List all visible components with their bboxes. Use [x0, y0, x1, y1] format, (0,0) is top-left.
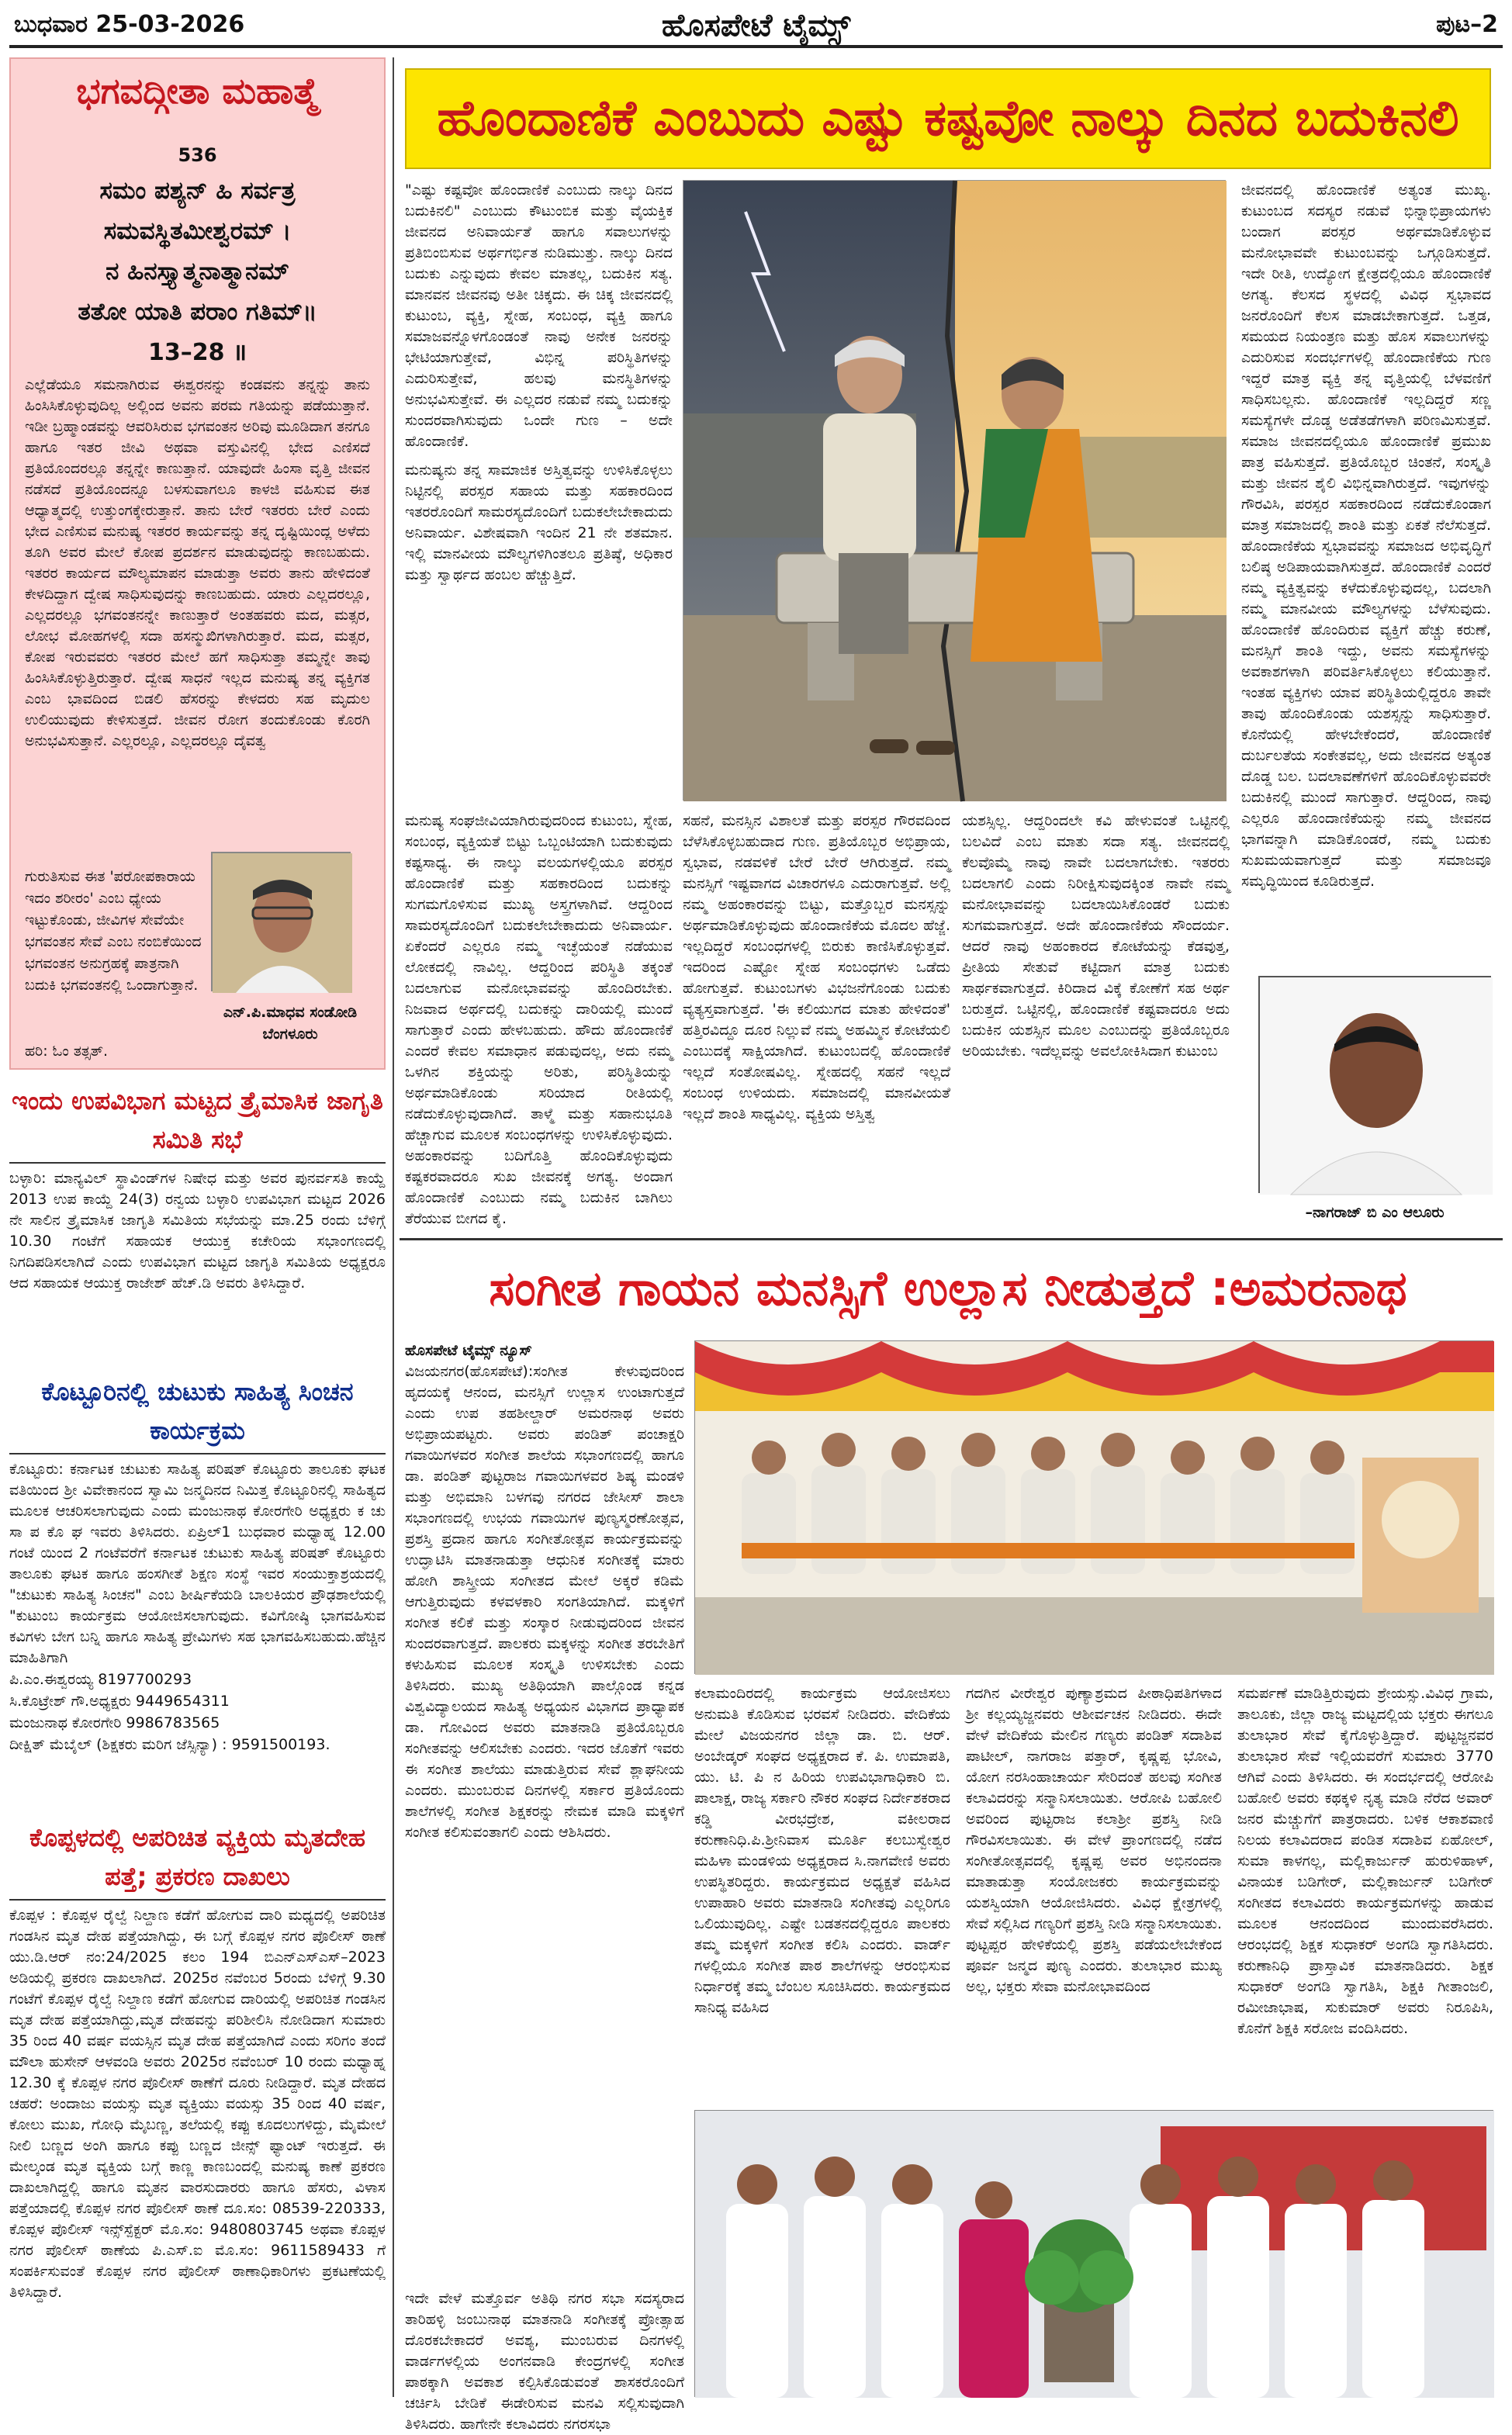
article1-photo: [683, 180, 1226, 801]
article2-photo-group: [694, 1340, 1493, 1674]
news-body: ಬಳ್ಳಾರಿ: ಮಾನ್ಯವಿಲ್ ಸ್ಥಾವಿಂಡ್‌ಗಳ ನಿಷೇಧ ಮತ್ತು ಅವರ ಪುನರ್ವಸತಿ ಕಾಯ್ದೆ 2013 ಉಪ ಕಾಯ್ದೆ 24(3) ರನ್ವಯ ಬಳ್ಳಾರಿ ಉಪವಿಭಾಗ ಮಟ್ಟದ 2026 ನೇ ಸಾಲಿನ ತ್ರೈಮಾಸಿಕ ಜಾಗೃತಿ ಸಮಿತಿಯ ಸಭೆಯನ್ನು ಮಾ.25 ರಂದು ಬೆಳಿಗ್ಗೆ 10.30 ಗಂಟೆಗೆ ಸಹಾಯಕ ಆಯುಕ್ತ ಕಚೇರಿಯ ಸಭಾಂಗಣದಲ್ಲಿ ನಿಗದಿಪಡಿಸಲಾಗಿದೆ ಎಂದು ಉಪವಿಭಾಗ ಮಟ್ಟದ ಜಾಗೃತಿ ಸಮಿತಿಯ ಅಧ್ಯಕ್ಷರೂ ಆದ ಸಹಾಯಕ ಆಯುಕ್ತ ರಾಜೇಶ್ ಹೆಚ್.ಡಿ ಅವರು ತಿಳಿಸಿದ್ದಾರೆ.: [9, 1170, 386, 1292]
article1-col1: [405, 180, 673, 586]
author-photo: [211, 852, 351, 991]
news-item: [9, 1818, 386, 2303]
issue-date: ಬುಧವಾರ 25-03-2026: [14, 11, 245, 38]
newspaper-title: ಹೊಸಪೇಟೆ ಟೈಮ್ಸ್: [661, 8, 851, 43]
article1-text: ಸಹನೆ, ಮನಸ್ಸಿನ ವಿಶಾಲತೆ ಮತ್ತು ಪರಸ್ಪರ ಗೌರವದಿಂದ ಬೆಳೆಸಿಕೊಳ್ಳಬಹುದಾದ ಗುಣ. ಪ್ರತಿಯೊಬ್ಬರ ಅಭಿಪ್ರಾಯ, ಸ್ವಭಾವ, ನಡವಳಿಕೆ ಬೇರೆ ಬೇರೆ ಆಗಿರುತ್ತದೆ. ನಮ್ಮ ಮನಸ್ಸಿಗೆ ಇಷ್ಟವಾಗದ ವಿಚಾರಗಳೂ ಎದುರಾಗುತ್ತವೆ. ಅಲ್ಲಿ ನಮ್ಮ ಅಹಂಕಾರವನ್ನು ಬಿಟ್ಟು, ಮತ್ತೊಬ್ಬರ ಮನಸ್ಸನ್ನು ಅರ್ಥಮಾಡಿಕೊಳ್ಳುವುದು ಹೊಂದಾಣಿಕೆಯ ಮೊದಲ ಹೆಜ್ಜೆ. ಇಲ್ಲದಿದ್ದರೆ ಸಂಬಂಧಗಳಲ್ಲಿ ಬಿರುಕು ಕಾಣಿಸಿಕೊಳ್ಳುತ್ತವೆ. ಇದರಿಂದ ಎಷ್ಟೋ ಸ್ನೇಹ ಸಂಬಂಧಗಳು ಒಡೆದು ಹೋಗುತ್ತವೆ. ಕುಟುಂಬಗಳು ವಿಭಜನೆಗೊಂಡು ಬದುಕು ವ್ಯತ್ಯಸ್ತವಾಗುತ್ತದೆ. 'ಈ ಕಲಿಯುಗದ ಮಾತು ಹೇಳಿದಂತೆ' ಹತ್ತಿರವಿದ್ದೂ ದೂರ ನಿಲ್ಲುವೆ ನಮ್ಮ ಅಹಮ್ಮಿನ ಕೋಟೆಯಲಿ ಎಂಬುದಕ್ಕೆ ಸಾಕ್ಷಿಯಾಗಿದೆ. ಕುಟುಂಬದಲ್ಲಿ ಹೊಂದಾಣಿಕೆ ಇಲ್ಲದೆ ಸಂತೋಷವಿಲ್ಲ. ಸ್ನೇಹದಲ್ಲಿ ಸಹನೆ ಇಲ್ಲದೆ ಸಂಬಂಧ ಉಳಿಯದು. ಸಮಾಜದಲ್ಲಿ ಮಾನವೀಯತೆ ಇಲ್ಲದೆ ಶಾಂತಿ ಸಾಧ್ಯವಿಲ್ಲ. ವ್ಯಕ್ತಿಯ ಅಸ್ತಿತ್ವ: [683, 812, 950, 1122]
masthead: [9, 8, 1503, 48]
article2-col3: [966, 1683, 1222, 1997]
article1-text: ಜೀವನದಲ್ಲಿ ಹೊಂದಾಣಿಕೆ ಅತ್ಯಂತ ಮುಖ್ಯ. ಕುಟುಂಬದ ಸದಸ್ಯರ ನಡುವೆ ಭಿನ್ನಾಭಿಪ್ರಾಯಗಳು ಬಂದಾಗ ಪರಸ್ಪರ ಅರ್ಥಮಾಡಿಕೊಳ್ಳುವ ಮನೋಭಾವವೇ ಕುಟುಂಬವನ್ನು ಒಗ್ಗೂಡಿಸುತ್ತದೆ. ಇದೇ ರೀತಿ, ಉದ್ಯೋಗ ಕ್ಷೇತ್ರದಲ್ಲಿಯೂ ಹೊಂದಾಣಿಕೆ ಅಗತ್ಯ. ಕೆಲಸದ ಸ್ಥಳದಲ್ಲಿ ವಿವಿಧ ಸ್ವಭಾವದ ಜನರೊಂದಿಗೆ ಕೆಲಸ ಮಾಡಬೇಕಾಗುತ್ತದೆ. ಒತ್ತಡ, ಸಮಯದ ನಿಯಂತ್ರಣ ಮತ್ತು ಹೊಸ ಸವಾಲುಗಳನ್ನು ಎದುರಿಸುವ ಸಂದರ್ಭಗಳಲ್ಲಿ ಹೊಂದಾಣಿಕೆಯ ಗುಣ ಇದ್ದರೆ ಮಾತ್ರ ವ್ಯಕ್ತಿ ತನ್ನ ವೃತ್ತಿಯಲ್ಲಿ ಬೆಳವಣಿಗೆ ಸಾಧಿಸಬಲ್ಲನು. ಹೊಂದಾಣಿಕೆ ಇಲ್ಲದಿದ್ದರೆ ಸಣ್ಣ ಸಮಸ್ಯೆಗಳೇ ದೊಡ್ಡ ಅಡೆತಡೆಗಳಾಗಿ ಪರಿಣಮಿಸುತ್ತವೆ. ಸಮಾಜ ಜೀವನದಲ್ಲಿಯೂ ಹೊಂದಾಣಿಕೆ ಪ್ರಮುಖ ಪಾತ್ರ ವಹಿಸುತ್ತದೆ. ಪ್ರತಿಯೊಬ್ಬರ ಚಿಂತನೆ, ಸಂಸ್ಕೃತಿ ಮತ್ತು ಜೀವನ ಶೈಲಿ ವಿಭಿನ್ನವಾಗಿರುತ್ತದೆ. ಇವುಗಳನ್ನು ಗೌರವಿಸಿ, ಪರಸ್ಪರ ಸಹಕಾರದಿಂದ ನಡೆದುಕೊಂಡಾಗ ಮಾತ್ರ ಸಮಾಜದಲ್ಲಿ ಶಾಂತಿ ಮತ್ತು ಏಕತೆ ನೆಲೆಸುತ್ತದೆ. ಹೊಂದಾಣಿಕೆಯ ಸ್ವಭಾವವನ್ನು ಸಮಾಜದ ಅಭಿವೃದ್ಧಿಗೆ ಬಲಿಷ್ಠ ಅಡಿಪಾಯವಾಗಿಸುತ್ತದೆ. ಹೊಂದಾಣಿಕೆ ಎಂದರೆ ನಮ್ಮ ವ್ಯಕ್ತಿತ್ವವನ್ನು ಕಳೆದುಕೊಳ್ಳುವುದಲ್ಲ, ಬದಲಾಗಿ ನಮ್ಮ ಮಾನವೀಯ ಮೌಲ್ಯಗಳನ್ನು ಬೆಳೆಸುವುದು. ಹೊಂದಾಣಿಕೆ ಹೊಂದಿರುವ ವ್ಯಕ್ತಿಗೆ ಹೆಚ್ಚು ಕರುಣೆ, ಮನಸ್ಸಿಗೆ ಶಾಂತಿ ಇದ್ದು, ಅವನು ಸಮಸ್ಯೆಗಳನ್ನು ಅವಕಾಶಗಳಾಗಿ ಪರಿವರ್ತಿಸಿಕೊಳ್ಳಲು ಕಲಿಯುತ್ತಾನೆ. ಇಂತಹ ವ್ಯಕ್ತಿಗಳು ಯಾವ ಪರಿಸ್ಥಿತಿಯಲ್ಲಿದ್ದರೂ ತಾವೇ ತಾವು ಹೊಂದಿಕೊಂಡು ಯಶಸ್ಸನ್ನು ಸಾಧಿಸುತ್ತಾರೆ. ಕೊನೆಯಲ್ಲಿ ಹೇಳಬೇಕೆಂದರೆ, ಹೊಂದಾಣಿಕೆ ದುರ್ಬಲತೆಯ ಸಂಕೇತವಲ್ಲ, ಅದು ಜೀವನದ ಅತ್ಯಂತ ದೊಡ್ಡ ಬಲ. ಬದಲಾವಣೆಗಳಿಗೆ ಹೊಂದಿಕೊಳ್ಳುವವರೇ ಬದುಕಿನಲ್ಲಿ ಮುಂದೆ ಸಾಗುತ್ತಾರೆ. ಆದ್ದರಿಂದ, ನಾವು ಎಲ್ಲರೂ ಹೊಂದಾಣಿಕೆಯನ್ನು ನಮ್ಮ ಜೀವನದ ಭಾಗವನ್ನಾಗಿ ಮಾಡಿಕೊಂಡರೆ, ನಮ್ಮ ಬದುಕು ಸುಖಮಯವಾಗುತ್ತದೆ ಮತ್ತು ಸಮಾಜವೂ ಸಮೃದ್ಧಿಯಿಂದ ಕೂಡಿರುತ್ತದೆ.: [1241, 182, 1491, 890]
section-separator: [400, 1238, 1503, 1240]
plant-ceremony-image: [695, 2111, 1494, 2398]
verse-line: ತತೋ ಯಾತಿ ಪರಾಂ ಗತಿಮ್॥: [78, 298, 317, 326]
article1-headline: ಹೊಂದಾಣಿಕೆ ಎಂಬುದು ಎಷ್ಟು ಕಷ್ಟವೋ ನಾಲ್ಕು ದಿನದ ಬದುಕಿನಲಿ: [437, 90, 1459, 147]
contact-list: [9, 1669, 386, 1755]
article2-text: ಸಮರ್ಪಣೆ ಮಾಡಿತ್ತಿರುವುದು ಶ್ರೇಯಸ್ಸು.ವಿವಿಧ ಗ್ರಾಮ, ತಾಲೂಕು, ಜಿಲ್ಲಾ ರಾಜ್ಯ ಮಟ್ಟದಲ್ಲಿಯ ಭಕ್ತರು ಈಗಲೂ ತುಲಾಭಾರ ಸೇವೆ ಕೈಗೊಳ್ಳುತ್ತಿದ್ದಾರೆ. ಪುಟ್ಟಜ್ಜನವರ ತುಲಾಭಾರ ಸೇವೆ ಇಲ್ಲಿಯವರೆಗೆ ಸುಮಾರು 3770 ಆಗಿವೆ ಎಂದು ತಿಳಿಸಿದರು. ಈ ಸಂದರ್ಭದಲ್ಲಿ ಆರೋಪಿ ಬಹೋಲಿ ಅವರು ಕಥಕ್ಕಳಿ ನೃತ್ಯ ಮಾಡಿ ನೆರೆದ ಅವಾರ್ ಜನರ ಮೆಚ್ಚುಗೆಗೆ ಪಾತ್ರರಾದರು. ಬಳಿಕ ಆಕಾಶವಾಣಿ ನಿಲಯ ಕಲಾವಿದರಾದ ಪಂಡಿತ ಸದಾಶಿವ ಏಹೋಲ್, ಸುಮಾ ಕಾಳಗಲ್ಲ, ಮಲ್ಲಿಕಾರ್ಜುನ್ ಹುರುಳಿಹಾಳ್, ವಿನಾಯಕ ಬಡಿಗೇರ್, ಮಲ್ಲಿಕಾರ್ಜುನ್ ಬಡಿಗೇರ್ ಸಂಗೀತದ ಕಲಾವಿದರು ಕಾರ್ಯಕ್ರಮಗಳನ್ನು ಹಾಡುವ ಮೂಲಕ ಆನಂದದಿಂದ ಮುಂದುವರೆಸಿದರು. ಆರಂಭದಲ್ಲಿ ಶಿಕ್ಷಕ ಸುಧಾಕರ್ ಅಂಗಡಿ ಸ್ವಾಗತಿಸಿದರು. ಕರುಣಾನಿಧಿ ಪ್ರಾಸ್ತಾವಿಕ ಮಾತನಾಡಿದರು. ಶಿಕ್ಷಕ ಸುಧಾಕರ್ ಅಂಗಡಿ ಸ್ವಾಗತಿಸಿ, ಶಿಕ್ಷಕಿ ಗೀತಾಂಜಲಿ, ರಮೀಜಾಭಾಷ, ಸುಕುಮಾರ್ ಅವರು ನಿರೂಪಿಸಿ, ಕೊನೆಗೆ ಶಿಕ್ಷಕಿ ಸರೋಜ ವಂದಿಸಿದರು.: [1237, 1685, 1493, 2037]
article2-byline: ಹೊಸಪೇಟೆ ಟೈಮ್ಸ್ ನ್ಯೂಸ್: [405, 1342, 532, 1359]
news-headline: ಕೊಪ್ಪಳದಲ್ಲಿ ಅಪರಿಚಿತ ವ್ಯಕ್ತಿಯ ಮೃತದೇಹ ಪತ್ತೆ; ಪ್ರಕರಣ ದಾಖಲು: [9, 1818, 386, 1901]
article1-col2: [683, 811, 950, 1125]
article2-text: ಗದಗಿನ ವೀರೇಶ್ವರ ಪುಣ್ಯಾಶ್ರಮದ ಪೀಠಾಧಿಪತಿಗಳಾದ ಶ್ರೀ ಕಲ್ಲಯ್ಯಜ್ಜನವರು ಆಶೀರ್ವಚನ ನೀಡಿದರು. ಈದೇ ವೇಳೆ ವೇದಿಕೆಯ ಮೇಲಿನ ಗಣ್ಯರು ಪಂಡಿತ್ ಸದಾಶಿವ ಪಾಟೀಲ್, ನಾಗರಾಜ ಪತ್ತಾರ್, ಕೃಷ್ಣಪ್ಪ ಭೋವಿ, ಯೋಗ ನರಸಿಂಹಾಚಾರ್ಯ ಸೇರಿದಂತೆ ಹಲವು ಸಂಗೀತ ಕಲಾವಿದರನ್ನು ಸನ್ಮಾನಿಸಲಾಯಿತು. ಆರೋಪಿ ಬಹೋಲಿ ಅವರಿಂದ ಪುಟ್ಟರಾಜ ಕಲಾಶ್ರೀ ಪ್ರಶಸ್ತಿ ನೀಡಿ ಗೌರವಿಸಲಾಯಿತು. ಈ ವೇಳೆ ಪ್ರಾಂಗಣದಲ್ಲಿ ನಡೆದ ಸಂಗೀತೋತ್ಸವದಲ್ಲಿ ಕೃಷ್ಣಪ್ಪ ಅವರ ಅಭಿನಂದನಾ ಮಾತಾಡುತ್ತಾ ಸಂಯೋಜಕರು ಕಾರ್ಯಕ್ರಮವನ್ನು ಯಶಸ್ವಿಯಾಗಿ ಆಯೋಜಿಸಿದರು. ವಿವಿಧ ಕ್ಷೇತ್ರಗಳಲ್ಲಿ ಸೇವೆ ಸಲ್ಲಿಸಿದ ಗಣ್ಯರಿಗೆ ಪ್ರಶಸ್ತಿ ನೀಡಿ ಸನ್ಮಾನಿಸಲಾಯಿತು. ಪುಟ್ಟಪ್ಪರ ಹೇಳಿಕೆಯಲ್ಲಿ ಪ್ರಶಸ್ತಿ ಪಡೆಯಲೇಬೇಕೆಂದ ಪೂರ್ವ ಜನ್ಮದ ಪುಣ್ಯ ಎಂದರು. ತುಲಾಭಾರ ಮುಖ್ಯ ಅಲ್ಲ, ಭಕ್ತರು ಸೇವಾ ಮನೋಭಾವದಿಂದ: [966, 1685, 1222, 1995]
news-item: [9, 1372, 386, 1755]
gita-reference: 13–28 ॥: [148, 339, 247, 366]
article2-col1-lower: [405, 2288, 684, 2435]
page-number: ಪುಟ–2: [1436, 11, 1498, 38]
author-portrait-icon: [1260, 977, 1493, 1195]
news-headline: ಇಂದು ಉಪವಿಭಾಗ ಮಟ್ಟದ ತ್ರೈಮಾಸಿಕ ಜಾಗೃತಿ ಸಮಿತಿ ಸಭೆ: [9, 1081, 386, 1164]
article1-text: ಯಶಸ್ಸಿಲ್ಲ. ಆದ್ದರಿಂದಲೇ ಕವಿ ಹೇಳುವಂತೆ ಒಟ್ಟಿನಲ್ಲಿ ಬಲವಿದೆ ಎಂಬ ಮಾತು ಸದಾ ಸತ್ಯ. ಜೀವನದಲ್ಲಿ ಕೆಲವೊಮ್ಮೆ ನಾವು ನಾವೇ ಬದಲಾಗಬೇಕು. ಇತರರು ಬದಲಾಗಲಿ ಎಂದು ನಿರೀಕ್ಷಿಸುವುದಕ್ಕಿಂತ ನಾವೇ ನಮ್ಮ ಮನೋಭಾವವನ್ನು ಬದಲಾಯಿಸಿಕೊಂಡರೆ ಬದುಕು ಸುಗಮವಾಗುತ್ತದೆ. ಅದೇ ಹೊಂದಾಣಿಕೆಯ ಸೌಂದರ್ಯ. ಆದರೆ ನಾವು ಅಹಂಕಾರದ ಕೋಟೆಯನ್ನು ಕೆಡವುತ್ತ, ಪ್ರೀತಿಯ ಸೇತುವೆ ಕಟ್ಟಿದಾಗ ಮಾತ್ರ ಬದುಕು ಸಾರ್ಥಕವಾಗುತ್ತದೆ. ಕಿರಿದಾದ ವಿಕ್ಕೆ ಕೋಣೆಗೆ ಸಹ ಅರ್ಥ ಬರುತ್ತದೆ. ಒಟ್ಟಿನಲ್ಲಿ, ಹೊಂದಾಣಿಕೆ ಕಷ್ಟವಾದರೂ ಅದು ಬದುಕಿನ ಯಶಸ್ಸಿನ ಮೂಲ ಎಂಬುದನ್ನು ಪ್ರತಿಯೊಬ್ಬರೂ ಅರಿಯಬೇಕು. ಇದೆಲ್ಲವನ್ನು ಅವಲೋಕಿಸಿದಾಗ ಕುಟುಂಬ: [962, 812, 1230, 1060]
article1-col3: [962, 811, 1230, 1062]
news-body: ಕೊಟ್ಟೂರು: ಕರ್ನಾಟಕ ಚುಟುಕು ಸಾಹಿತ್ಯ ಪರಿಷತ್ ಕೊಟ್ಟೂರು ತಾಲೂಕು ಘಟಕ ವತಿಯಿಂದ ಶ್ರೀ ವಿವೇಕಾನಂದ ಸ್ವಾಮಿ ಜನ್ಮದಿನದ ನಿಮಿತ್ತ ಕೊಟ್ಟೂರಿನಲ್ಲಿ ಸಾಹಿತ್ಯದ ಮೂಲಕ ಆಚರಿಸಲಾಗುವುದು ಎಂದು ಮಂಜುನಾಥ ಕೋರಗೇರಿ ಅಧ್ಯಕ್ಷರು ಕ ಚು ಸಾ ಪ ಕೊ ಘ ಇವರು ತಿಳಿಸಿದರು. ಏಪ್ರಿಲ್1 ಬುಧವಾರ ಮಧ್ಯಾಹ್ನ 12.00 ಗಂಟೆ ಯಿಂದ 2 ಗಂಟೆವರೆಗೆ ಕರ್ನಾಟಕ ಚುಟುಕು ಸಾಹಿತ್ಯ ಪರಿಷತ್ ಕೊಟ್ಟೂರು ತಾಲೂಕು ಘಟಕ ಹಾಗೂ ಹಂಸಗೀತೆ ಶಿಕ್ಷಣ ಸಂಸ್ಥೆ ಇವರ ಸಂಯುಕ್ತಾಶ್ರಯದಲ್ಲಿ "ಚುಟುಕು ಸಾಹಿತ್ಯ ಸಿಂಚನ" ಎಂಬ ಶೀರ್ಷಿಕೆಯಡಿ ಬಾಲಕಿಯರ ಪ್ರೌಢಶಾಲೆಯಲ್ಲಿ "ಕುಟುಂಬ ಕಾರ್ಯಕ್ರಮ ಆಯೋಜಿಸಲಾಗುವುದು. ಕವಿಗೋಷ್ಠಿ ಭಾಗವಹಿಸುವ ಕವಿಗಳು ಬೇಗ ಬನ್ನಿ ಹಾಗೂ ಸಾಹಿತ್ಯ ಪ್ರೇಮಿಗಳು ಸಹ ಭಾಗವಹಿಸಬಹುದು.ಹೆಚ್ಚಿನ ಮಾಹಿತಿಗಾಗಿ: [9, 1461, 386, 1666]
left-column: [9, 57, 386, 2392]
contact-line: ಪಿ.ಎಂ.ಈಶ್ವರಯ್ಯ 8197700293: [9, 1671, 192, 1688]
author-portrait-icon: [213, 853, 352, 993]
article1-text: "ಎಷ್ಟು ಕಷ್ಟವೋ ಹೊಂದಾಣಿಕೆ ಎಂಬುದು ನಾಲ್ಕು ದಿನದ ಬದುಕಿನಲಿ" ಎಂಬುದು ಕೌಟುಂಬಿಕ ಮತ್ತು ವೈಯಕ್ತಿಕ ಜೀವನದ ಅನಿವಾರ್ಯತೆ ಹಾಗೂ ಸವಾಲುಗಳನ್ನು ಪ್ರತಿಬಿಂಬಿಸುವ ಅರ್ಥಗರ್ಭಿತ ನುಡಿಮುತ್ತು. ನಾಲ್ಕು ದಿನದ ಬದುಕು ಎನ್ನುವುದು ಕೇವಲ ಮಾತಲ್ಲ, ಬದುಕಿನ ಸತ್ಯ. ಮಾನವನ ಜೀವನವು ಅತೀ ಚಿಕ್ಕದು. ಈ ಚಿಕ್ಕ ಜೀವನದಲ್ಲಿ ಕುಟುಂಬ, ವ್ಯಕ್ತಿ, ಸ್ನೇಹ, ಸಂಬಂಧ, ವ್ಯಕ್ತಿ ಹಾಗೂ ಸಮಾಜವನ್ನೊಳಗೊಂಡಂತೆ ನಾವು ಅನೇಕ ಜನರನ್ನು ಭೇಟಿಯಾಗುತ್ತೇವೆ, ವಿಭಿನ್ನ ಪರಿಸ್ಥಿತಿಗಳನ್ನು ಎದುರಿಸುತ್ತೇವೆ, ಹಲವು ಮನಸ್ಥಿತಿಗಳನ್ನು ಅನುಭವಿಸುತ್ತೇವೆ. ಈ ಎಲ್ಲದರ ನಡುವೆ ನಮ್ಮ ಬದುಕನ್ನು ಸುಂದರವಾಗಿಸುವುದು ಒಂದೇ ಗುಣ – ಅದೇ ಹೊಂದಾಣಿಕೆ.: [405, 182, 673, 450]
article1-author-photo: [1258, 976, 1491, 1193]
author-byline: [205, 1001, 375, 1045]
contact-line: ಮಂಜುನಾಥ ಕೋರಗೇರಿ 9986783565: [9, 1714, 220, 1731]
article2-text: ಕಲಾಮಂದಿರದಲ್ಲಿ ಕಾರ್ಯಕ್ರಮ ಆಯೋಜಿಸಲು ಅನುಮತಿ ಕೊಡಿಸುವ ಭರವಸೆ ನೀಡಿದರು. ವೇದಿಕೆಯ ಮೇಲೆ ವಿಜಯನಗರ ಜಿಲ್ಲಾ ಡಾ. ಬಿ. ಆರ್. ಅಂಬೇಡ್ಕರ್ ಸಂಘದ ಅಧ್ಯಕ್ಷರಾದ ಕೆ. ಪಿ. ಉಮಾಪತಿ, ಯು. ಟಿ. ಪಿ ನ ಹಿರಿಯ ಉಪವಿಭಾಗಾಧಿಕಾರಿ ಬಿ. ಪಾಲಾಕ್ಷ, ರಾಜ್ಯ ಸರ್ಕಾರಿ ನೌಕರ ಸಂಘದ ನಿರ್ದೇಶಕರಾದ ಕಡ್ಡಿ ವೀರಭದ್ರೇಶ, ವಕೀಲರಾದ ಕರುಣಾನಿಧಿ.ಪಿ.ಶ್ರೀನಿವಾಸ ಮೂರ್ತಿ ಕಲಬುಸ್ವೇಶ್ವರ ಮಹಿಳಾ ಮಂಡಳಿಯ ಅಧ್ಯಕ್ಷರಾದ ಸಿ.ನಾಗವೇಣಿ ಅವರು ಉಪಸ್ಥಿತರಿದ್ದರು. ಕಾರ್ಯಕ್ರಮದ ಅಧ್ಯಕ್ಷತೆ ವಹಿಸಿದ ಉಪಾಹಾರಿ ಅವರು ಮಾತನಾಡಿ ಸಂಗೀತವು ಎಲ್ಲರಿಗೂ ಒಲಿಯುವುದಿಲ್ಲ. ಎಷ್ಟೇ ಬಡತನದಲ್ಲಿದ್ದರೂ ಪಾಲಕರು ತಮ್ಮ ಮಕ್ಕಳಿಗೆ ಸಂಗೀತ ಕಲಿಸಿ ಎಂದರು. ವಾರ್ಡ್ ಗಳಲ್ಲಿಯೂ ಸಂಗೀತ ಪಾಠ ಶಾಲೆಗಳನ್ನು ಆರಂಭಿಸುವ ನಿರ್ಧಾರಕ್ಕೆ ತಮ್ಮ ಬೆಂಬಲ ಸೂಚಿಸಿದರು. ಕಾರ್ಯಕ್ರಮದ ಸಾನಿಧ್ಯ ವಹಿಸಿದ: [694, 1685, 950, 2016]
article1-headline-banner: [405, 68, 1491, 169]
contact-line: ಸಿ.ಕೊಟ್ರೇಶ್ ಗೌ.ಅಧ್ಯಕ್ಷರು 9449654311: [9, 1693, 230, 1710]
author-city: ಬೆಂಗಳೂರು: [262, 1026, 318, 1043]
verse-line: ನ ಹಿನಸ್ತ್ಯಾತ್ಮನಾತ್ಮಾನಮ್: [106, 258, 289, 285]
article2-headline: ಸಂಗೀತ ಗಾಯನ ಮನಸ್ಸಿಗೆ ಉಲ್ಲಾಸ ನೀಡುತ್ತದೆ :ಅಮರನಾಥ: [489, 1260, 1407, 1316]
article2-text: ಇದೇ ವೇಳೆ ಮತ್ತೊರ್ವ ಅತಿಥಿ ನಗರ ಸಭಾ ಸದಸ್ಯರಾದ ತಾರಿಹಳ್ಳಿ ಜಂಬುನಾಥ ಮಾತನಾಡಿ ಸಂಗೀತಕ್ಕೆ ಪ್ರೋತ್ಸಾಹ ದೊರಕಬೇಕಾದರೆ ಅವಶ್ಯ, ಮುಂಬರುವ ದಿನಗಳಲ್ಲಿ ವಾರ್ಡಗಳಲ್ಲಿಯ ಅಂಗನವಾಡಿ ಕೇಂದ್ರಗಳಲ್ಲಿ ಸಂಗೀತ ಪಾಠಕ್ಕಾಗಿ ಅವಕಾಶ ಕಲ್ಪಿಸಿಕೊಡುವಂತೆ ಶಾಸಕರೊಂದಿಗೆ ಚರ್ಚಿಸಿ ಬೇಡಿಕೆ ಈಡೇರಿಸುವ ಮನವಿ ಸಲ್ಲಿಸುವುದಾಗಿ ತಿಳಿಸಿದರು. ಹಾಗೇನೇ ಕಲಾವಿದರು ನಗರಸಭಾ: [405, 2290, 684, 2433]
gita-column: [9, 57, 386, 1070]
gita-title: ಭಗವದ್ಗೀತಾ ಮಹಾತ್ಮೆ: [76, 70, 319, 112]
article1-text: ಮನುಷ್ಯ ಸಂಘಜೀವಿಯಾಗಿರುವುದರಿಂದ ಕುಟುಂಬ, ಸ್ನೇಹ, ಸಂಬಂಧ, ವ್ಯಕ್ತಿಯತೆ ಬಿಟ್ಟು ಒಬ್ಬಂಟಿಯಾಗಿ ಬದುಕುವುದು ಕಷ್ಟಸಾಧ್ಯ. ಈ ನಾಲ್ಕು ವಲಯಗಳಲ್ಲಿಯೂ ಪರಸ್ಪರ ಹೊಂದಾಣಿಕೆ ಮತ್ತು ಸಹಕಾರದಿಂದ ಬದುಕನ್ನು ಸುಗಮಗೊಳಿಸುವ ಮುಖ್ಯ ಅಸ್ತ್ರಗಳಾಗಿವೆ. ಆದ್ದರಿಂದ ಸಾಮರಸ್ಯದೊಂದಿಗೆ ಬದುಕಲೇಬೇಕಾದುದು ಅನಿವಾರ್ಯ. ಏಕೆಂದರೆ ಎಲ್ಲರೂ ನಮ್ಮ ಇಚ್ಛೆಯಂತೆ ನಡೆಯುವ ಲೋಕದಲ್ಲಿ ನಾವಿಲ್ಲ. ಆದ್ದರಿಂದ ಪರಿಸ್ಥಿತಿ ತಕ್ಕಂತೆ ಬದಲಾಗುವ ಮನೋಭಾವವನ್ನು ಹೊಂದಿರಬೇಕು. ನಿಜವಾದ ಅರ್ಥದಲ್ಲಿ ಬದುಕನ್ನು ದಾರಿಯಲ್ಲಿ ಮುಂದೆ ಸಾಗುತ್ತಾರೆ ಎಂದು ಹೇಳಬಹುದು. ಹೌದು ಹೊಂದಾಣಿಕೆ ಎಂದರೆ ಕೇವಲ ಸಮಾಧಾನ ಪಡುವುದಲ್ಲ, ಅದು ನಮ್ಮ ಒಳಗಿನ ಶಕ್ತಿಯನ್ನು ಅರಿತು, ಪರಿಸ್ಥಿತಿಯನ್ನು ಅರ್ಥಮಾಡಿಕೊಂಡು ಸರಿಯಾದ ರೀತಿಯಲ್ಲಿ ನಡೆದುಕೊಳ್ಳುವುದಾಗಿದೆ. ತಾಳ್ಮೆ ಮತ್ತು ಸಹಾನುಭೂತಿ ಹೆಚ್ಚಾಗುವ ಮೂಲಕ ಸಂಬಂಧಗಳನ್ನು ಉಳಿಸಿಕೊಳ್ಳುವುದು. ಅಹಂಕಾರವನ್ನು ಬದಿಗೊತ್ತಿ ಹೊಂದಿಕೊಳ್ಳುವುದು ಕಷ್ಟಕರವಾದರೂ ಸುಖ ಜೀವನಕ್ಕೆ ಅಗತ್ಯ. ಅಂದಾಗ ಹೊಂದಾಣಿಕೆ ಎಂಬುದು ನಮ್ಮ ಬದುಕಿನ ಬಾಗಿಲು ತೆರೆಯುವ ಬೀಗದ ಕೈ.: [405, 812, 673, 1227]
article2-headline-banner: [405, 1254, 1491, 1323]
contact-line: ದೀಕ್ಷಿತ್ ಮೆಬೈಲ್ (ಶಿಕ್ಷಕರು ಮರಿಗ ಜೆಸ್ಸಿನ್ಯಾ) : 9591500193.: [9, 1736, 330, 1753]
article1-author-caption: –ನಾಗರಾಜ್ ಬಿ ಎಂ ಆಲೂರು: [1305, 1204, 1445, 1221]
article1-col1-lower: [405, 811, 673, 1230]
column-divider: [393, 57, 394, 2397]
news-item: [9, 1081, 386, 1294]
gita-verse: [25, 171, 370, 332]
article1-col4: [1241, 180, 1491, 892]
article2-photo-plant: [694, 2110, 1493, 2397]
gita-body: ಎಲ್ಲೆಡೆಯೂ ಸಮನಾಗಿರುವ ಈಶ್ವರನನ್ನು ಕಂಡವನು ತನ್ನನ್ನು ತಾನು ಹಿಂಸಿಸಿಕೊಳ್ಳುವುದಿಲ್ಲ ಅಲ್ಲಿಂದ ಅವನು ಪರಮ ಗತಿಯನ್ನು ಪಡೆಯುತ್ತಾನೆ. ಇಡೀ ಬ್ರಹ್ಮಾಂಡವನ್ನು ಆವರಿಸಿರುವ ಭಗವಂತನ ಅರಿವು ಮೂಡಿದಾಗ ತನಗೂ ಹಾಗೂ ಇತರ ಜೀವಿ ಅಥವಾ ವಸ್ತುವಿನಲ್ಲಿ ಭೇದ ಎಣಿಸದೆ ಪ್ರತಿಯೊಂದರಲ್ಲೂ ತನ್ನನ್ನೇ ಕಾಣುತ್ತಾನೆ. ಯಾವುದೇ ಹಿಂಸಾ ವೃತ್ತಿ ಜೀವನ ನಡೆಸದೆ ಪ್ರತಿಯೊಂದನ್ನೂ ಬಳಸುವಾಗಲೂ ಕಾಳಜಿ ವಹಿಸುವ ಈತ ಆಧ್ಯಾತ್ಮದಲ್ಲಿ ಉತ್ತುಂಗಕ್ಕೇರುತ್ತಾನೆ. ತಾನು ಬೇರೆ ಇತರರು ಬೇರೆ ಎಂದು ಭೇದ ಎಣಿಸುವ ಮನುಷ್ಯ ಇತರರ ಕಾರ್ಯವನ್ನು ತನ್ನ ದೃಷ್ಟಿಯಿಂದ್ಲ ಅಳೆದು ತೂಗಿ ಅವರ ಮೇಲೆ ಕೋಪ ಪ್ರದರ್ಶನ ಮಾಡುವುದನ್ನು ಕಾಣಬಹುದು. ಇತರರ ಕಾರ್ಯದ ಮೌಲ್ಯಮಾಪನ ಮಾಡುತ್ತಾ ಅವರು ತಾನು ಹೇಳಿದಂತೆ ಕೇಳದಿದ್ದಾಗ ದ್ವೇಷ ಸಾಧಿಸುವುದನ್ನು ಕಾಣಬಹುದು. ಯಾರು ಎಲ್ಲದರಲ್ಲೂ, ಎಲ್ಲದರಲ್ಲೂ ಭಗವಂತನನ್ನೇ ಕಾಣುತ್ತಾರೆ ಅಂತಹವರು ಮದ, ಮತ್ಸರ, ಲೋಭ ಮೋಹಗಳಲ್ಲಿ ಸದಾ ಹಸನ್ಮುಖಿಗಳಾಗಿರುತ್ತಾರೆ. ಮದ, ಮತ್ಸರ, ಕೋಪ ಇರುವವರು ಇತರರ ಮೇಲೆ ಹಗೆ ಸಾಧಿಸುತ್ತಾ ತಮ್ಮನ್ನೇ ತಾವು ಹಿಂಸಿಸಿಕೊಳ್ಳುತ್ತಿರುತ್ತಾರೆ. ದ್ವೇಷ ಸಾಧನೆ ಇಲ್ಲದ ಮನುಷ್ಯ ತನ್ನ ವ್ಯಕ್ತಿಗತ ಎಂಬ ಭಾವದಿಂದ ಬಿಡಲಿ ಹೆಸರನ್ನು ಕೇಳದರು ಸಹ ಮೃದುಲ ಉಲಿಯುವುದು ಕೇಳಿಸುತ್ತದೆ. ಜೀವನ ರೋಗ ತಂದುಕೊಂಡು ಕೊರಗಿ ಅನುಭವಿಸುತ್ತಾನೆ. ಎಲ್ಲರಲ್ಲೂ, ಎಲ್ಲದರಲ್ಲೂ ದೈವತ್ವ: [25, 376, 370, 749]
article2-text: ವಿಜಯನಗರ(ಹೊಸಪೇಟೆ):ಸಂಗೀತ ಕೇಳುವುದರಿಂದ ಹೃದಯಕ್ಕೆ ಆನಂದ, ಮನಸ್ಸಿಗೆ ಉಲ್ಲಾಸ ಉಂಟಾಗುತ್ತದೆ ಎಂದು ಉಪ ತಹಶೀಲ್ದಾರ್ ಅಮರನಾಥ ಅವರು ಅಭಿಪ್ರಾಯಪಟ್ಟರು. ಅವರು ಪಂಡಿತ್ ಪಂಚಾಕ್ಷರಿ ಗವಾಯಿಗಳವರ ಸಂಗೀತ ಶಾಲೆಯ ಸಭಾಂಗಣದಲ್ಲಿ ಹಾಗೂ ಡಾ. ಪಂಡಿತ್ ಪುಟ್ಟರಾಜ ಗವಾಯಿಗಳವರ ಶಿಷ್ಯ ಮಂಡಳಿ ಮತ್ತು ಅಭಿಮಾನಿ ಬಳಗವು ನಗರದ ಜೇಸೀಸ್ ಶಾಲಾ ಸಭಾಂಗಣದಲ್ಲಿ ಉಭಯ ಗವಾಯಿಗಳ ಪುಣ್ಯಸ್ಮರಣೋತ್ಸವ, ಪ್ರಶಸ್ತಿ ಪ್ರದಾನ ಹಾಗೂ ಸಂಗೀತೋತ್ಸವ ಕಾರ್ಯಕ್ರಮವನ್ನು ಉದ್ಘಾಟಿಸಿ ಮಾತನಾಡುತ್ತಾ ಆಧುನಿಕ ಸಂಗೀತಕ್ಕೆ ಮಾರು ಹೋಗಿ ಶಾಸ್ತ್ರೀಯ ಸಂಗೀತದ ಮೇಲೆ ಅಕ್ಕರೆ ಕಡಿಮೆ ಆಗುತ್ತಿರುವುದು ಕಳವಳಕಾರಿ ಸಂಗತಿಯಾಗಿದೆ. ಮಕ್ಕಳಿಗೆ ಸಂಗೀತ ಕಲಿಕೆ ಮತ್ತು ಸಂಸ್ಕಾರ ನೀಡುವುದರಿಂದ ಜೀವನ ಸುಂದರವಾಗುತ್ತದೆ. ಪಾಲಕರು ಮಕ್ಕಳನ್ನು ಸಂಗೀತ ತರಬೇತಿಗೆ ಕಳುಹಿಸುವ ಮೂಲಕ ಸಂಸ್ಕೃತಿ ಉಳಿಸಬೇಕು ಎಂದು ತಿಳಿಸಿದರು. ಮುಖ್ಯ ಅತಿಥಿಯಾಗಿ ಪಾಲ್ಗೊಂಡ ಕನ್ನಡ ವಿಶ್ವವಿದ್ಯಾಲಯದ ಸಾಹಿತ್ಯ ಅಧ್ಯಯನ ವಿಭಾಗದ ಪ್ರಾಧ್ಯಾಪಕ ಡಾ. ಗೋವಿಂದ ಅವರು ಮಾತನಾಡಿ ಪ್ರತಿಯೊಬ್ಬರೂ ಸಂಗೀತವನ್ನು ಆಲಿಸಬೇಕು ಎಂದರು. ಇದರ ಜೊತೆಗೆ ಇವರು ಈ ಸಂಗೀತ ಶಾಲೆಯು ಮಾಡುತ್ತಿರುವ ಸೇವೆ ಶ್ಲಾಘನೀಯ ಎಂದರು. ಮುಂಬರುವ ದಿನಗಳಲ್ಲಿ ಸರ್ಕಾರ ಪ್ರತಿಯೊಂದು ಶಾಲೆಗಳಲ್ಲಿ ಸಂಗೀತ ಶಿಕ್ಷಕರನ್ನು ನೇಮಕ ಮಾಡಿ ಮಕ್ಕಳಿಗೆ ಸಂಗೀತ ಕಲಿಸುವಂತಾಗಲಿ ಎಂದು ಆಶಿಸಿದರು.: [405, 1363, 684, 1841]
article2-col2: [694, 1683, 950, 2018]
gita-number: 536: [178, 144, 217, 166]
news-body: ಕೊಪ್ಪಳ : ಕೊಪ್ಪಳ ರೈಲ್ವೆ ನಿಲ್ದಾಣ ಕಡೆಗೆ ಹೋಗುವ ದಾರಿ ಮಧ್ಯದಲ್ಲಿ ಅಪರಿಚಿತ ಗಂಡಸಿನ ಮೃತ ದೇಹ ಪತ್ತೆಯಾಗಿದ್ದು, ಈ ಬಗ್ಗೆ ಕೊಪ್ಪಳ ನಗರ ಪೊಲೀಸ್ ಠಾಣೆ ಯು.ಡಿ.ಆರ್ ನಂ:24/2025 ಕಲಂ 194 ಬಿಎನ್‌ಎಸ್‌ಎಸ್–2023 ಅಡಿಯಲ್ಲಿ ಪ್ರಕರಣ ದಾಖಲಾಗಿದೆ. 2025ರ ನವೆಂಬರ 5ರಂದು ಬೆಳಿಗ್ಗೆ 9.30 ಗಂಟೆಗೆ ಕೊಪ್ಪಳ ರೈಲ್ವೆ ನಿಲ್ದಾಣ ಕಡೆಗೆ ಹೋಗುವ ದಾರಿಯಲ್ಲಿ ಅಪರಿಚಿತ ಗಂಡಸಿನ ಮೃತ ದೇಹ ಪತ್ತೆಯಾಗಿದ್ದು,ಮೃತ ದೇಹವನ್ನು ಪರಿಶೀಲಿಸಿ ನೋಡಿದಾಗ ಸುಮಾರು 35 ರಿಂದ 40 ವರ್ಷ ವಯಸ್ಸಿನ ಮೃತ ದೇಹ ಪತ್ತೆಯಾಗಿದೆ ಎಂದು ಸರಿಗಂ ತಂದೆ ಮೌಲಾ ಹುಸೇನ್ ಆಳವಂಡಿ ಅವರು 2025ರ ನವೆಂಬರ್ 10 ರಂದು ಮಧ್ಯಾಹ್ನ 12.30 ಕ್ಕೆ ಕೊಪ್ಪಳ ನಗರ ಪೊಲೀಸ್ ಠಾಣೆಗೆ ದೂರು ನೀಡಿದ್ದಾರೆ. ಮೃತ ದೇಹದ ಚಹರೆ: ಅಂದಾಜು ವಯಸ್ಸು ಮೃತ ವ್ಯಕ್ತಿಯು ವಯಸ್ಸು 35 ರಿಂದ 40 ವರ್ಷ, ಕೋಲು ಮುಖ, ಗೋಧಿ ಮೈಬಣ್ಣ, ತಲೆಯಲ್ಲಿ ಕಪ್ಪು ಕೂದಲುಗಳಿದ್ದು, ಮೈಮೇಲೆ ನೀಲಿ ಬಣ್ಣದ ಅಂಗಿ ಹಾಗೂ ಕಪ್ಪು ಬಣ್ಣದ ಜೀನ್ಸ್ ಫ್ಯಾಂಟ್ ಇರುತ್ತದೆ. ಈ ಮೇಲ್ಕಂಡ ಮೃತ ವ್ಯಕ್ತಿಯ ಬಗ್ಗೆ ಕಾಣ್ಣ ಕಾಣಬಂದಲ್ಲಿ ಮನುಷ್ಯ ಕಾಣೆ ಪ್ರಕರಣ ದಾಖಲಾಗಿದ್ದಲ್ಲಿ ಹಾಗೂ ಮೃತನ ವಾರಸುದಾರರು ಹಾಗೂ ಹೆಸರು, ವಿಳಾಸ ಪತ್ತೆಯಾದಲ್ಲಿ ಕೊಪ್ಪಳ ನಗರ ಪೊಲೀಸ್ ಠಾಣೆ ದೂ.ಸಂ: 08539-220333, ಕೊಪ್ಪಳ ಪೊಲೀಸ್ ಇನ್ಸ್‌ಸ್ಪೆಕ್ಟರ್ ಮೊ.ಸಂ: 9480803745 ಅಥವಾ ಕೊಪ್ಪಳ ನಗರ ಪೊಲೀಸ್ ಠಾಣೆಯ ಪಿ.ಎಸ್.ಐ ಮೊ.ಸಂ: 9611589433 ಗೆ ಸಂಪರ್ಕಿಸುವಂತೆ ಕೊಪ್ಪಳ ನಗರ ಪೊಲೀಸ್ ಠಾಣಾಧಿಕಾರಿಗಳು ಪ್ರಕಟಣೆಯಲ್ಲಿ ತಿಳಿಸಿದ್ದಾರೆ.: [9, 1907, 386, 2301]
group-photo-image: [695, 1341, 1494, 1675]
news-headline: ಕೊಟ್ಟೂರಿನಲ್ಲಿ ಚುಟುಕು ಸಾಹಿತ್ಯ ಸಿಂಚನ ಕಾರ್ಯಕ್ರಮ: [9, 1372, 386, 1454]
elderly-couple-image: [683, 181, 1227, 801]
article2-col1: [405, 1340, 684, 1843]
gita-tail: ಗುರುತಿಸುವ ಈತ 'ಪರೋಪಕಾರಾಯ ಇದಂ ಶರೀರಂ' ಎಂಬ ಧ್ಯೇಯ ಇಟ್ಟುಕೊಂಡು, ಜೀವಿಗಳ ಸೇವೆಯೇ ಭಗವಂತನ ಸೇವೆ ಎಂಬ ನಂಬಿಕೆಯಿಂದ ಭಗವಂತನ ಅನುಗ್ರಹಕ್ಕೆ ಪಾತ್ರನಾಗಿ ಬದುಕಿ ಭಗವಂತನಲ್ಲಿ ಒಂದಾಗುತ್ತಾನೆ.: [25, 868, 202, 994]
gita-closing: ಹರಿ: ಓಂ ತತ್ಸತ್.: [25, 1043, 109, 1060]
article1-text: ಮನುಷ್ಯನು ತನ್ನ ಸಾಮಾಜಿಕ ಅಸ್ತಿತ್ವವನ್ನು ಉಳಿಸಿಕೊಳ್ಳಲು ನಿಟ್ಟಿನಲ್ಲಿ ಪರಸ್ಪರ ಸಹಾಯ ಮತ್ತು ಸಹಕಾರದಿಂದ ಇತರರೊಂದಿಗೆ ಸಾಮರಸ್ಯದೊಂದಿಗೆ ಬದುಕಲೇಬೇಕಾದುದು ಅನಿವಾರ್ಯ. ವಿಶೇಷವಾಗಿ ಇಂದಿನ 21 ನೇ ಶತಮಾನ. ಇಲ್ಲಿ ಮಾನವೀಯ ಮೌಲ್ಯಗಳಿಗಿಂತಲೂ ಪ್ರತಿಷ್ಠೆ, ಅಧಿಕಾರ ಮತ್ತು ಸ್ವಾರ್ಥದ ಹಂಬಲ ಹೆಚ್ಚುತ್ತಿದೆ.: [405, 462, 673, 583]
verse-line: ಸಮವಸ್ಥಿತಮೀಶ್ವರಮ್ ।: [103, 217, 292, 245]
author-name: ಎನ್.ಪಿ.ಮಾಧವ ಸಂಡೋಡಿ: [223, 1004, 358, 1021]
article2-col4: [1237, 1683, 1493, 2039]
verse-line: ಸಮಂ ಪಶ್ಯನ್ ಹಿ ಸರ್ವತ್ರ: [99, 177, 296, 205]
